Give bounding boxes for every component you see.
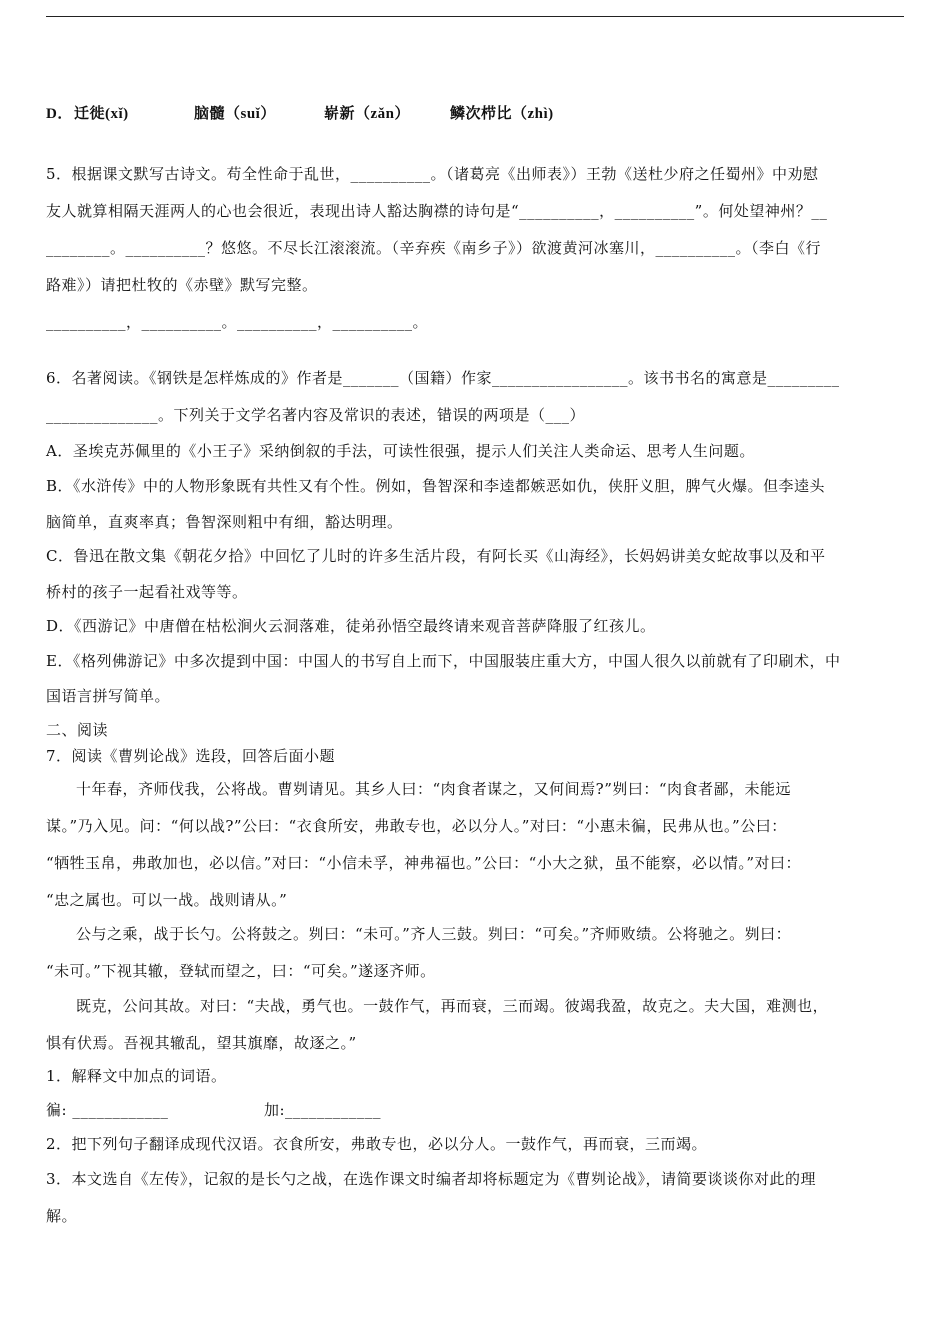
q5-line-5: __________，__________。__________，__________。 — [46, 313, 429, 331]
q6-option-d: D．《西游记》中唐僧在枯松涧火云洞落难，徒弟孙悟空最终请来观音菩萨降服了红孩儿。 — [46, 617, 656, 635]
q6-option-b-line-2: 脑简单，直爽率真；鲁智深则粗中有细，豁达明理。 — [46, 513, 403, 531]
passage-p2-line-2: “未可。”下视其辙，登轼而望之，曰：“可矣。”遂逐齐师。 — [46, 962, 436, 980]
option-d-item-2: 脑髓（suǐ） — [194, 106, 276, 122]
q7-sub-1-blanks — [46, 1099, 904, 1120]
option-d-item-3: 崭新（zǎn） — [324, 106, 411, 122]
q6-option-c-line-2: 桥村的孩子一起看社戏等等。 — [46, 583, 248, 601]
passage-p1-line-4: “忠之属也。可以一战。战则请从。” — [46, 891, 288, 909]
q6-option-e-line-1: E．《格列佛游记》中多次提到中国：中国人的书写自上而下，中国服装庄重大方，中国人很久以前就有了印刷术，中 — [46, 652, 841, 670]
q6-line-2: ______________。下列关于文学名著内容及常识的表述，错误的两项是（___） — [46, 406, 586, 424]
header-rule — [46, 16, 904, 17]
q6-line-1: 6．名著阅读。《钢铁是怎样炼成的》作者是_______（国籍）作家_________________。该书书名的寓意是_________ — [46, 369, 840, 387]
passage-p3-line-1: 既克，公问其故。对曰：“夫战，勇气也。一鼓作气，再而衰，三而竭。彼竭我盈，故克之。夫大国，难测也， — [76, 997, 829, 1015]
q7-sub-1: 1．解释文中加点的词语。 — [46, 1067, 227, 1085]
q6-option-c-line-1: C．鲁迅在散文集《朝花夕拾》中回忆了儿时的许多生活片段，有阿长买《山海经》，长妈妈讲美女蛇故事以及和平 — [46, 547, 826, 565]
q7-sub-3-line-2: 解。 — [46, 1207, 78, 1225]
passage-p3-line-2: 惧有伏焉。吾视其辙乱，望其旗靡，故逐之。” — [46, 1034, 357, 1052]
blank-jia: 加:____________ — [264, 1101, 382, 1119]
option-d-item-1: 迁徙(xǐ) — [74, 106, 129, 122]
passage-p2-line-1: 公与之乘，战于长勺。公将鼓之。刿曰：“未可。”齐人三鼓。刿曰：“可矣。”齐师败绩。公将驰之。刿曰： — [76, 925, 792, 943]
q7-sub-3-line-1: 3．本文选自《左传》，记叙的是长勺之战，在选作课文时编者却将标题定为《曹刿论战》，请简要谈谈你对此的理 — [46, 1170, 817, 1188]
q5-line-3: ________。__________？悠悠。不尽长江滚滚流。（辛弃疾《南乡子》）欲渡黄河冰塞川，__________。（李白《行 — [46, 239, 822, 257]
passage-p1-line-3: “牺牲玉帛，弗敢加也，必以信。”对曰：“小信未孚，神弗福也。”公曰：“小大之狱，虽不能察，必以情。”对曰： — [46, 854, 802, 872]
q6-option-a: A．圣埃克苏佩里的《小王子》采纳倒叙的手法，可读性很强，提示人们关注人类命运、思考人生问题。 — [46, 442, 755, 460]
q7-title: 7．阅读《曹刿论战》选段，回答后面小题 — [46, 747, 336, 765]
q6-option-b-line-1: B．《水浒传》中的人物形象既有共性又有个性。例如，鲁智深和李逵都嫉恶如仇，侠肝义胆，脾气火爆。但李逵头 — [46, 477, 826, 495]
q6-option-e-line-2: 国语言拼写简单。 — [46, 687, 171, 705]
passage-p1-line-1: 十年春，齐师伐我，公将战。曹刿请见。其乡人曰：“肉食者谋之，又何间焉?”刿曰：“肉食者鄙，未能远 — [76, 780, 792, 798]
q5-line-1: 5．根据课文默写古诗文。苟全性命于乱世，__________。（诸葛亮《出师表》）王勃《送杜少府之任蜀州》中劝慰 — [46, 165, 819, 183]
q7-sub-2: 2．把下列句子翻译成现代汉语。衣食所安，弗敢专也，必以分人。一鼓作气，再而衰，三而竭。 — [46, 1135, 708, 1153]
q5-line-4: 路难》）请把杜牧的《赤壁》默写完整。 — [46, 276, 318, 294]
blank-bian: 徧: ____________ — [46, 1101, 169, 1119]
q5-line-2: 友人就算相隔天涯两人的心也会很近，表现出诗人豁达胸襟的诗句是“__________，__________”。何处望神州？__ — [46, 202, 828, 220]
option-d-label: D． — [46, 106, 73, 122]
option-d-item-4: 鳞次栉比（zhì) — [450, 106, 554, 122]
passage-p1-line-2: 谋。”乃入见。问：“何以战?”公曰：“衣食所安，弗敢专也，必以分人。”对曰：“小惠未徧，民弗从也。”公曰： — [46, 817, 787, 835]
section-heading: 二、阅读 — [46, 721, 109, 739]
